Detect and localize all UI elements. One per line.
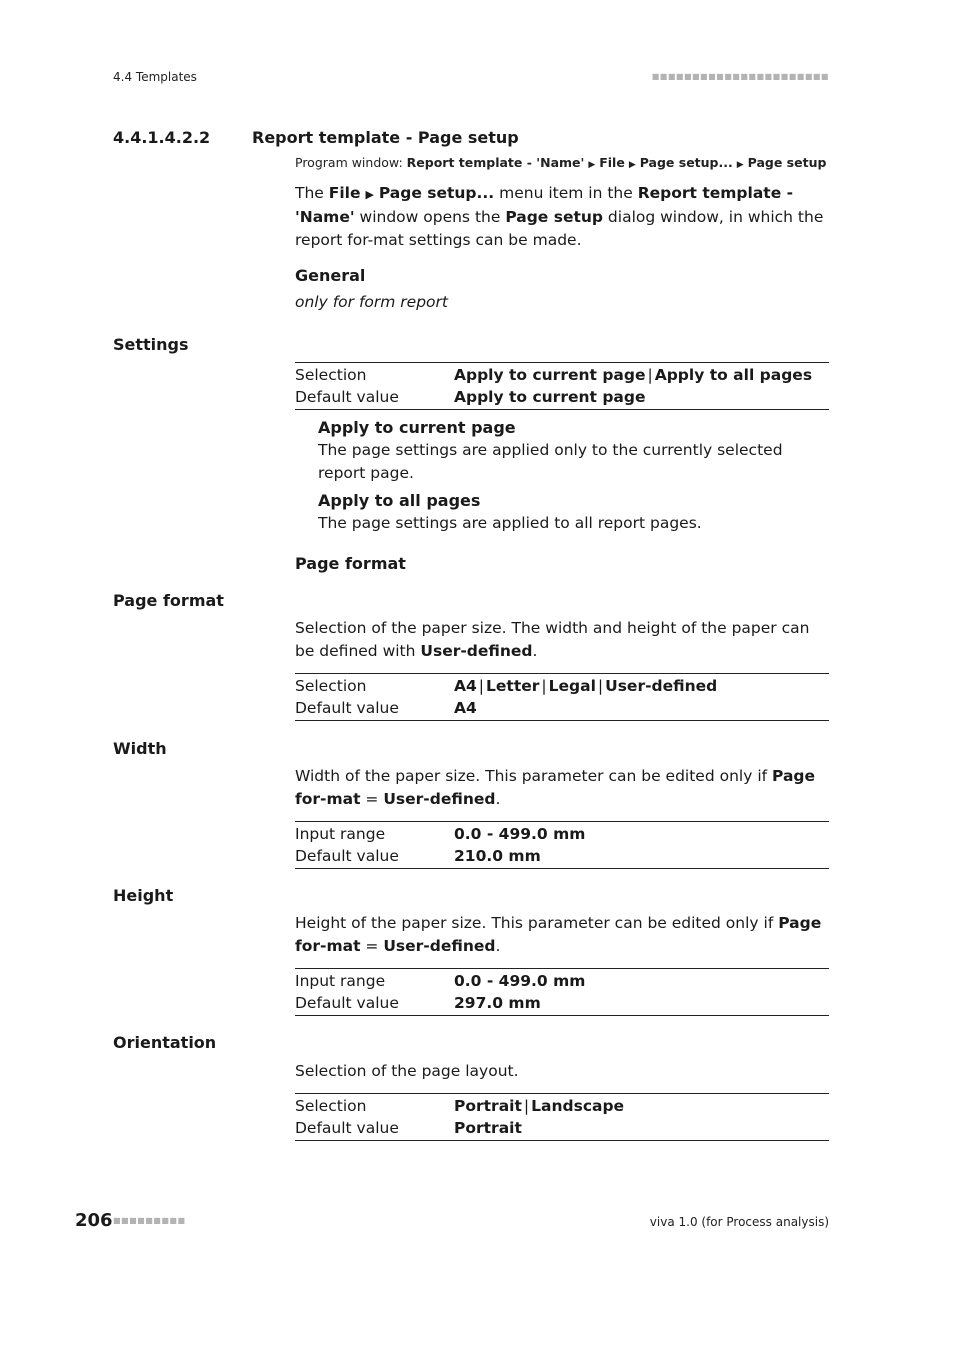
path-arrow-icon: ▶ <box>588 160 596 170</box>
general-note: only for form report <box>295 293 448 311</box>
running-header-section: 4.4 Templates <box>113 70 197 84</box>
table-row: Default value 210.0 mm <box>295 847 541 865</box>
path-arrow-icon: ▶ <box>736 160 744 170</box>
option-apply-all: Apply to all pages The page settings are applied to all report pages. <box>318 491 702 532</box>
table-row: Default value Portrait <box>295 1119 522 1137</box>
path-item: Report template - 'Name' <box>406 155 585 170</box>
page-number: 206 <box>75 1210 113 1231</box>
orientation-label: Orientation <box>113 1033 217 1052</box>
general-heading: General <box>295 266 366 285</box>
option-apply-current: Apply to current page The page settings are applied only to the currently selected report page. <box>318 418 783 482</box>
table-row: Selection Apply to current page | Apply to all pages <box>295 366 813 384</box>
menu-arrow-icon: ▶ <box>365 188 374 201</box>
orientation-param-table <box>295 1093 829 1141</box>
width-desc: Width of the paper size. This parameter can be edited only if Page for-mat = User-defined. <box>295 767 816 808</box>
section-title: Report template - Page setup <box>252 128 519 147</box>
page-format-desc: Selection of the paper size. The width and height of the paper can be defined with User-defined. <box>295 619 810 660</box>
height-param-table <box>295 968 829 1016</box>
header-decoration: ■■■■■■■■■■■■■■■■■■■■■■ <box>651 72 829 81</box>
width-label: Width <box>113 739 167 758</box>
page-format-heading: Page format <box>295 554 406 573</box>
settings-param-table <box>295 362 829 410</box>
table-row: Default value Apply to current page <box>295 388 646 406</box>
table-row: Input range 0.0 - 499.0 mm <box>295 972 586 990</box>
height-label: Height <box>113 886 174 905</box>
page-format-param-table <box>295 673 829 721</box>
table-row: Selection Portrait | Landscape <box>295 1097 625 1115</box>
width-param-table <box>295 821 829 869</box>
intro-paragraph: The File ▶ Page setup... menu item in the Report template - 'Name' window opens the Page setup dialog window, in which the report for-mat settings can be made. <box>295 184 824 249</box>
program-window-label: Program window: <box>295 155 403 170</box>
table-row: Selection A4 | Letter | Legal | User-defined <box>295 677 718 695</box>
path-item: File <box>599 155 625 170</box>
table-row: Default value 297.0 mm <box>295 994 541 1012</box>
settings-label: Settings <box>113 335 189 354</box>
path-item: Page setup <box>747 155 827 170</box>
table-row: Input range 0.0 - 499.0 mm <box>295 825 586 843</box>
table-row: Default value A4 <box>295 699 477 717</box>
path-arrow-icon: ▶ <box>628 160 636 170</box>
page-format-label: Page format <box>113 591 224 610</box>
program-window-path <box>295 155 826 170</box>
footer-decoration: ■■■■■■■■■ <box>113 1216 186 1225</box>
footer-product: viva 1.0 (for Process analysis) <box>649 1215 829 1229</box>
height-desc: Height of the paper size. This parameter can be edited only if Page for-mat = User-defined. <box>295 914 822 955</box>
orientation-desc: Selection of the page layout. <box>295 1062 519 1080</box>
path-item: Page setup... <box>639 155 733 170</box>
section-number: 4.4.1.4.2.2 <box>113 128 211 147</box>
